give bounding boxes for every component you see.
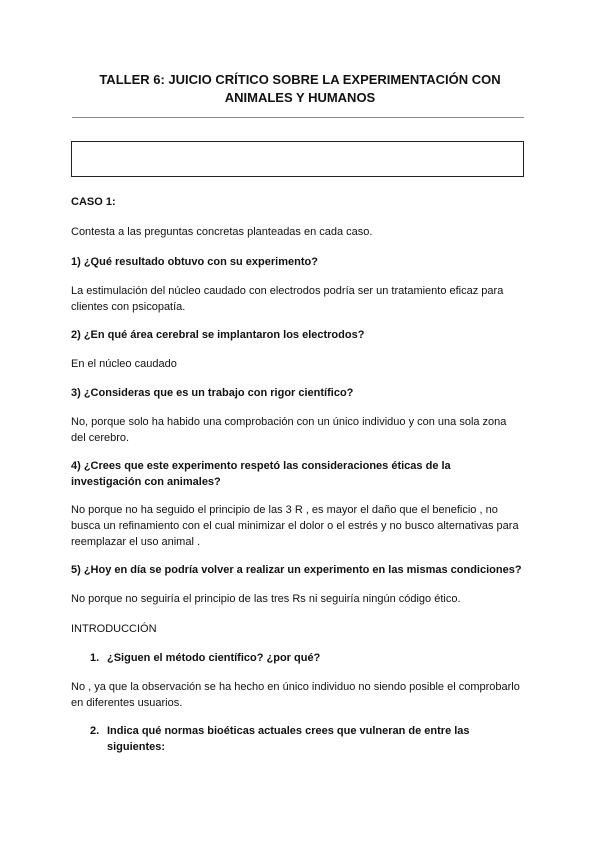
answer-3 bbox=[71, 414, 531, 446]
document-title bbox=[60, 71, 540, 107]
question-1: 1) ¿Qué resultado obtuvo con su experimento? bbox=[71, 256, 318, 268]
question-line: ¿Siguen el método científico? ¿por qué? bbox=[107, 652, 321, 664]
answer-line: en diferentes usuarios. bbox=[71, 697, 183, 709]
answer-line: del cerebro. bbox=[71, 432, 130, 444]
intro-item-1-number: 1. bbox=[90, 652, 100, 664]
question-line: siguientes: bbox=[107, 741, 166, 753]
answer-line: No , ya que la observación se ha hecho en único individuo no siendo posible el comprobarlo bbox=[71, 681, 520, 693]
question-line: Indica qué normas bioéticas actuales crees que vulneran de entre las bbox=[107, 725, 470, 737]
intro-item-2-question bbox=[107, 723, 507, 755]
intro-item-1-question bbox=[107, 650, 507, 666]
case-heading: CASO 1: bbox=[71, 196, 116, 208]
title-line-2: ANIMALES Y HUMANOS bbox=[224, 90, 376, 105]
empty-box bbox=[71, 141, 524, 177]
answer-line: No porque no seguiría el principio de las tres Rs ni seguiría ningún código ético. bbox=[71, 593, 461, 605]
question-line: investigación con animales? bbox=[71, 476, 221, 488]
title-divider bbox=[72, 117, 524, 118]
answer-line: No porque no ha seguido el principio de las 3 R , es mayor el daño que el beneficio , no bbox=[71, 504, 498, 516]
answer-line: La estimulación del núcleo caudado con electrodos podría ser un tratamiento eficaz para bbox=[71, 285, 504, 297]
answer-line: No, porque solo ha habido una comprobación con un único individuo y con una sola zona bbox=[71, 416, 507, 428]
answer-4 bbox=[71, 502, 531, 550]
question-4 bbox=[71, 458, 531, 490]
intro-item-2-number: 2. bbox=[90, 725, 100, 737]
answer-line: busca un refinamiento con el cual minimizar el dolor o el estrés y no busco alternativas para bbox=[71, 520, 519, 532]
intro-item-1-answer bbox=[71, 679, 531, 711]
question-3: 3) ¿Consideras que es un trabajo con rigor científico? bbox=[71, 387, 354, 399]
answer-1 bbox=[71, 283, 531, 315]
intro-heading: INTRODUCCIÓN bbox=[71, 623, 157, 635]
answer-line: reemplazar el uso animal . bbox=[71, 536, 201, 548]
answer-line: clientes con psicopatía. bbox=[71, 301, 186, 313]
question-line: 4) ¿Crees que este experimento respetó las consideraciones éticas de la bbox=[71, 460, 451, 472]
instructions: Contesta a las preguntas concretas planteadas en cada caso. bbox=[71, 226, 373, 238]
answer-5 bbox=[71, 591, 531, 607]
title-line-1: TALLER 6: JUICIO CRÍTICO SOBRE LA EXPERIMENTACIÓN CON bbox=[99, 72, 501, 87]
question-2: 2) ¿En qué área cerebral se implantaron los electrodos? bbox=[71, 329, 365, 341]
answer-line: En el núcleo caudado bbox=[71, 358, 177, 370]
answer-2 bbox=[71, 356, 531, 372]
question-5: 5) ¿Hoy en día se podría volver a realizar un experimento en las mismas condiciones? bbox=[71, 564, 522, 576]
